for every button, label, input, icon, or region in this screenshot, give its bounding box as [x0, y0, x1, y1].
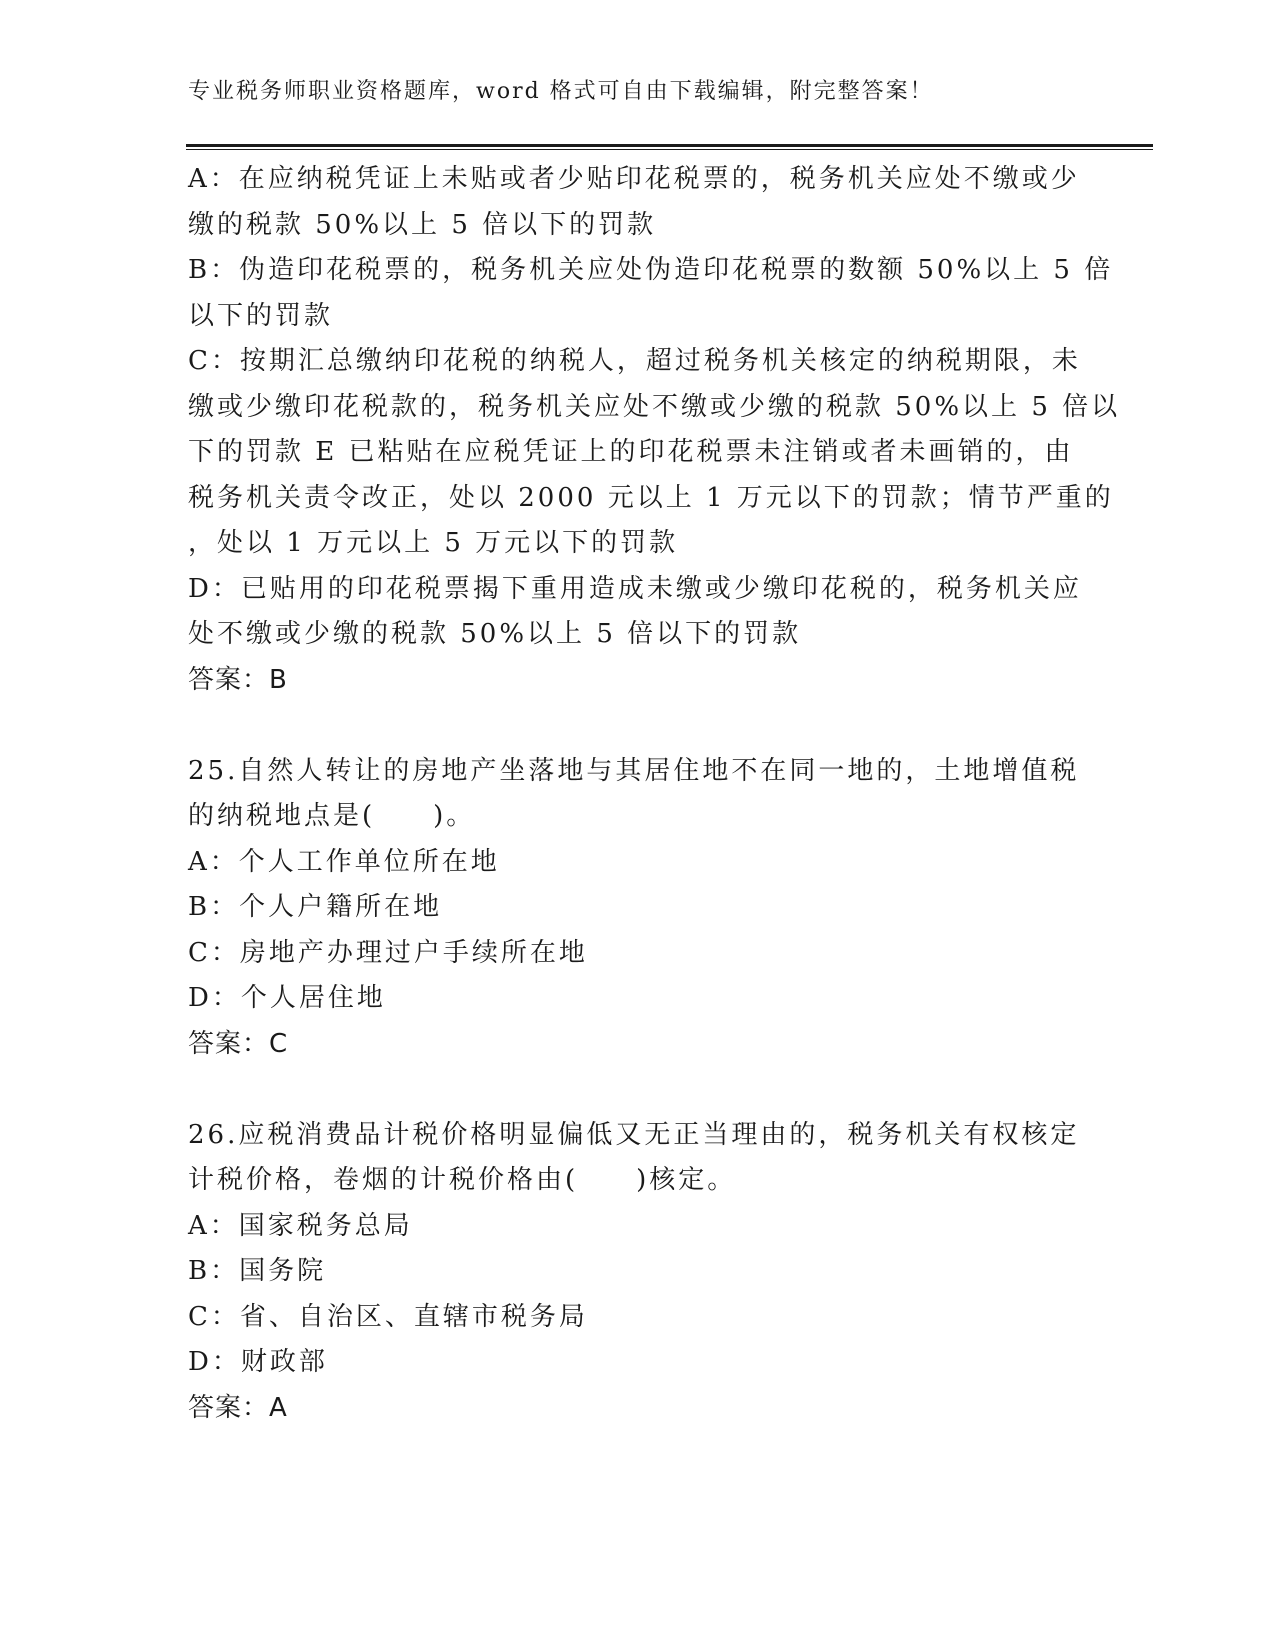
option-d-line: 处不缴或少缴的税款 50%以上 5 倍以下的罚款 [188, 619, 802, 649]
header-rule [186, 144, 1153, 150]
answer-label: 答案：B [188, 664, 288, 695]
question-24-continued [188, 157, 1121, 703]
option-c: C：房地产办理过户手续所在地 [188, 937, 588, 968]
option-c: C：省、自治区、直辖市税务局 [188, 1301, 588, 1332]
option-b-line: 以下的罚款 [188, 300, 334, 331]
option-d-line: D：已贴用的印花税票揭下重用造成未缴或少缴印花税的，税务机关应 [188, 573, 1082, 604]
page-header: 专业税务师职业资格题库，word 格式可自由下载编辑，附完整答案！ [188, 79, 934, 104]
question-stem-line: 26.应税消费品计税价格明显偏低又无正当理由的，税务机关有权核定 [188, 1119, 1080, 1150]
option-c-line: 下的罚款 E 已粘贴在应税凭证上的印花税票未注销或者未画销的，由 [188, 437, 1074, 467]
question-26 [188, 1113, 1088, 1432]
question-stem-line: 的纳税地点是( )。 [188, 801, 476, 831]
question-25 [188, 749, 1088, 1068]
option-a-line: A：在应纳税凭证上未贴或者少贴印花税票的，税务机关应处不缴或少 [188, 164, 1080, 194]
option-a: A：个人工作单位所在地 [188, 846, 500, 877]
answer-label: 答案：A [188, 1392, 288, 1423]
option-b-line: B：伪造印花税票的，税务机关应处伪造印花税票的数额 50%以上 5 倍 [188, 255, 1114, 285]
option-c-line: 税务机关责令改正，处以 2000 元以上 1 万元以下的罚款；情节严重的 [188, 482, 1114, 513]
option-d: D：财政部 [188, 1347, 328, 1377]
spacer [188, 703, 1088, 749]
option-b: B：国务院 [188, 1256, 327, 1286]
option-c-line: 缴或少缴印花税款的，税务机关应处不缴或少缴的税款 50%以上 5 倍以 [188, 391, 1121, 422]
option-d: D：个人居住地 [188, 983, 386, 1013]
option-c-line: C：按期汇总缴纳印花税的纳税人，超过税务机关核定的纳税期限，未 [188, 346, 1081, 376]
spacer [188, 1067, 1088, 1113]
answer-label: 答案：C [188, 1028, 289, 1059]
question-stem-line: 计税价格，卷烟的计税价格由( )核定。 [188, 1165, 737, 1195]
option-a: A：国家税务总局 [188, 1210, 413, 1241]
option-b: B：个人户籍所在地 [188, 892, 443, 922]
option-a-line: 缴的税款 50%以上 5 倍以下的罚款 [188, 209, 657, 240]
document-body [188, 157, 1121, 1431]
question-stem-line: 25.自然人转让的房地产坐落地与其居住地不在同一地的，土地增值税 [188, 755, 1080, 786]
option-c-line: ，处以 1 万元以上 5 万元以下的罚款 [188, 528, 679, 558]
